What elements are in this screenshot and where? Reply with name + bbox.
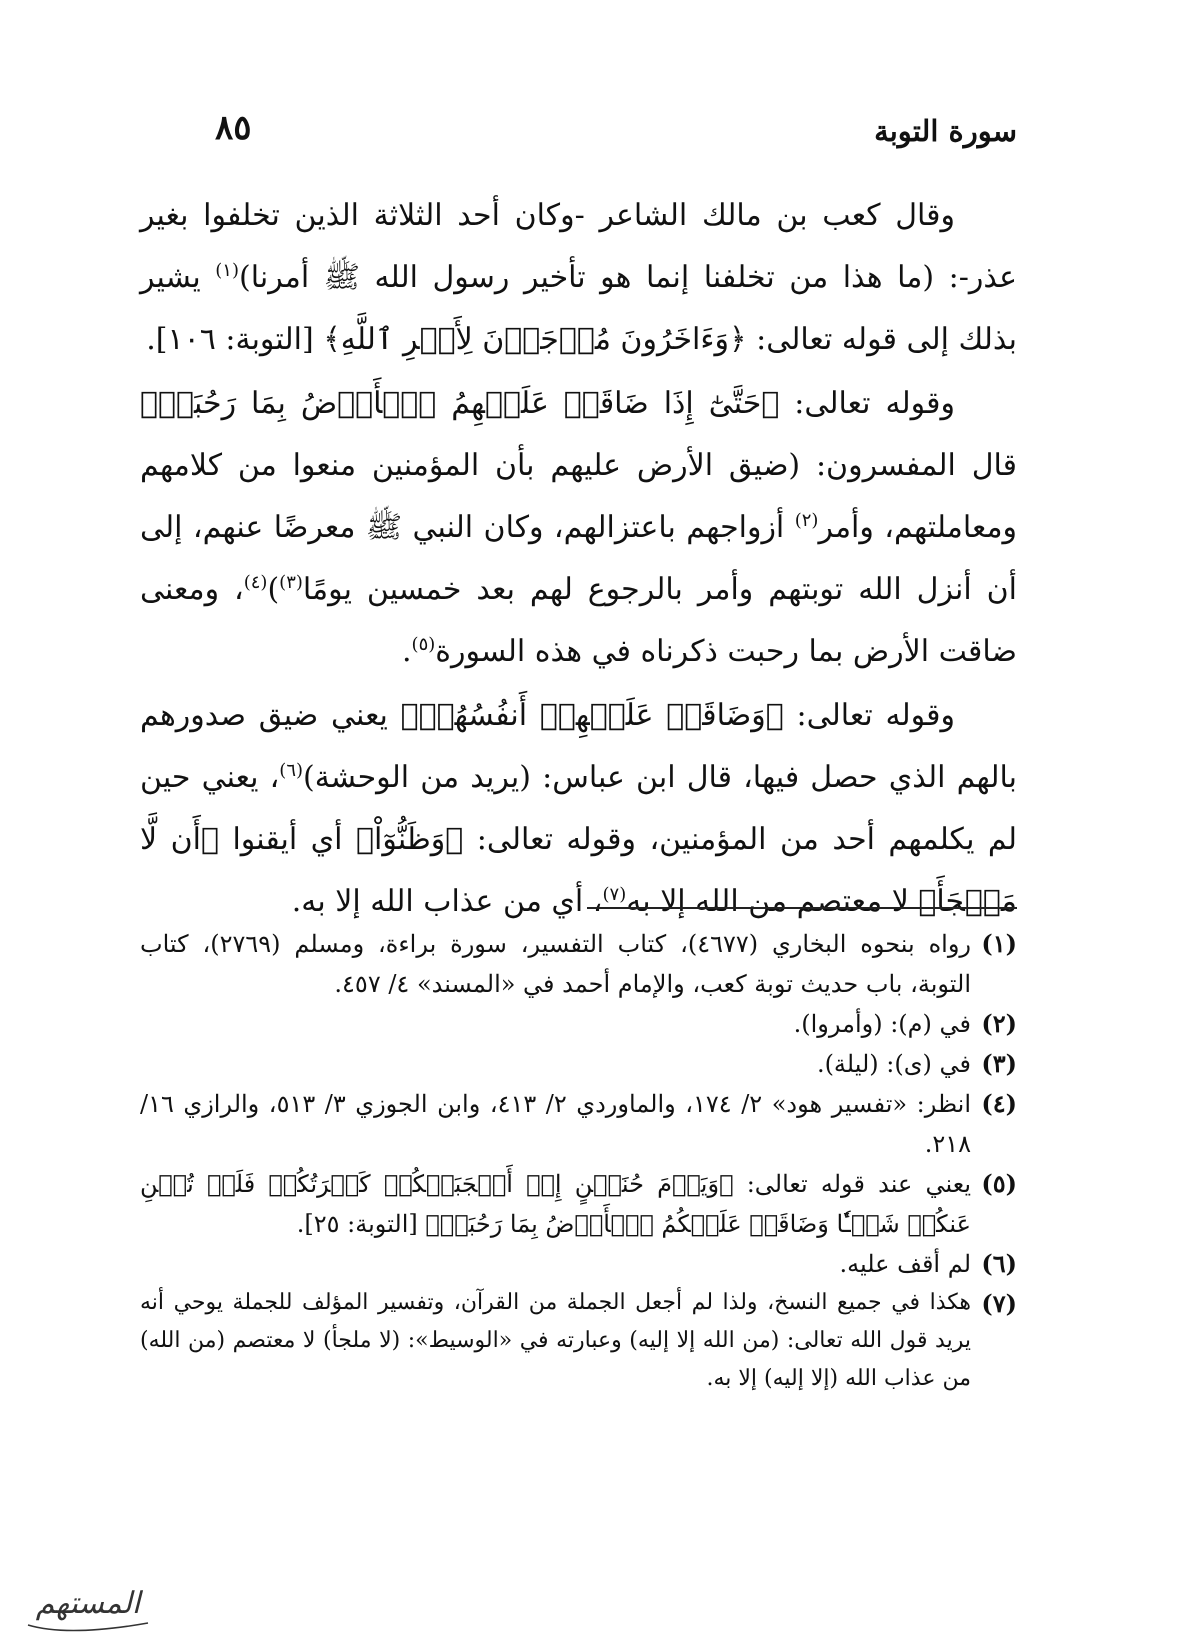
footnote-ref: (١) bbox=[215, 260, 239, 281]
footnote-text: في (ى): (ليلة). bbox=[816, 1050, 971, 1078]
footnote-ref: (٣) bbox=[279, 572, 303, 593]
footnote-number: (٥) bbox=[981, 1169, 1017, 1198]
main-text bbox=[140, 185, 1017, 933]
text-run: يشير بذلك إلى قوله تعالى: bbox=[140, 260, 1017, 357]
text-run: ، ومعنى ضاقت الأرض بما رحبت ذكرناه في هذه السورة bbox=[140, 572, 1017, 669]
text-run: وقوله تعالى: bbox=[779, 386, 956, 421]
footnote-number: (٦) bbox=[981, 1249, 1017, 1278]
footnote-6 bbox=[140, 1244, 1017, 1284]
quran-verse: ﴿وَضَاقَتۡ عَلَيۡهِمۡ أَنفُسُهُمۡ﴾ bbox=[400, 698, 784, 733]
footnote-text: انظر: «تفسير هود» ٢/ ١٧٤، والماوردي ٢/ ٤١٣، وابن الجوزي ٣/ ٥١٣، والرازي ١٦/ ٢١٨. bbox=[140, 1090, 971, 1158]
text-run: ) bbox=[267, 572, 280, 607]
text-run: وقال كعب بن مالك الشاعر -وكان أحد الثلاثة الذين تخلفوا بغير عذر-: (ما هذا من تخلفنا إنما هو تأخير رسول الله ﷺ أمرنا) bbox=[140, 198, 1017, 295]
footnote-text bbox=[140, 1164, 971, 1244]
footnote-number: (٣) bbox=[981, 1049, 1017, 1078]
footnote-separator bbox=[587, 907, 1017, 909]
paragraph-2 bbox=[140, 373, 1017, 683]
text-run: [التوبة: ٢٥]. bbox=[296, 1210, 426, 1238]
footnote-7 bbox=[140, 1284, 1017, 1398]
text-run: [التوبة: ١٠٦]. bbox=[146, 322, 324, 357]
footnotes bbox=[140, 924, 1017, 1398]
text-run: يعني ضيق صدورهم بالهم الذي حصل فيها، قال ابن عباس: (يريد من الوحشة) bbox=[140, 698, 1017, 795]
text-run: يعني عند قوله تعالى: bbox=[733, 1170, 972, 1198]
quran-verse: ﴿وَيَوۡمَ حُنَيۡنٍ إِذۡ أَعۡجَبَتۡكُمۡ كَثۡرَتُكُمۡ فَلَمۡ تُغۡنِ عَنكُمۡ شَيۡـٔٗا وَضَاقَتۡ عَلَيۡكُمُ ٱلۡأَرۡضُ بِمَا رَحُبَتۡ﴾ bbox=[140, 1170, 971, 1238]
footnote-ref: (٤) bbox=[243, 572, 268, 593]
stamp-text: المستهم bbox=[35, 1586, 141, 1621]
page-header bbox=[215, 108, 1017, 158]
text-run: أي أيقنوا bbox=[218, 822, 356, 857]
text-run: أزواجهم باعتزالهم، وكان النبي ﷺ معرضًا عنهم، إلى أن أنزل الله توبتهم وأمر بالرجوع لهم بعد خمسين يومًا bbox=[140, 510, 1017, 607]
footnote-text: رواه بنحوه البخاري (٤٦٧٧)، كتاب التفسير، سورة براءة، ومسلم (٢٧٦٩)، كتاب التوبة، باب حديث توبة كعب، والإمام أحمد في «المسند» ٤/ ٤٥٧. bbox=[140, 930, 971, 998]
text-run: ، يعني حين لم يكلمهم أحد من المؤمنين، وقوله تعالى: bbox=[140, 760, 1018, 857]
footnote-3 bbox=[140, 1044, 1017, 1084]
footnote-number: (٢) bbox=[981, 1009, 1017, 1038]
footnote-ref: (٢) bbox=[794, 510, 819, 531]
page-number: ٨٥ bbox=[215, 108, 252, 148]
footnote-ref: (٥) bbox=[411, 634, 436, 655]
footnote-2 bbox=[140, 1004, 1017, 1044]
paragraph-1 bbox=[140, 185, 1017, 371]
footnote-text: في (م): (وأمروا). bbox=[793, 1010, 971, 1038]
quran-verse: ﴿وَظَنُّوٓاْ﴾ bbox=[355, 822, 464, 857]
surah-title: سورة التوبة bbox=[874, 114, 1017, 148]
text-run: قال المفسرون: (ضيق الأرض عليهم بأن المؤمنين منعوا من كلامهم ومعاملتهم، وأمر bbox=[140, 448, 1018, 545]
footnote-number: (١) bbox=[981, 929, 1017, 958]
footnote-number: (٤) bbox=[981, 1089, 1017, 1118]
footnote-4 bbox=[140, 1084, 1017, 1164]
text-run: لا معتصم من الله إلا به bbox=[626, 884, 919, 919]
footnote-ref: (٦) bbox=[279, 760, 304, 781]
quran-verse: ﴿حَتَّىٰٓ إِذَا ضَاقَتۡ عَلَيۡهِمُ ٱلۡأَرۡضُ بِمَا رَحُبَتۡ﴾ bbox=[140, 386, 780, 421]
text-run: ، أي من عذاب الله إلا به. bbox=[291, 884, 603, 919]
footnote-number: (٧) bbox=[981, 1289, 1017, 1318]
footnote-text: هكذا في جميع النسخ، ولذا لم أجعل الجملة من القرآن، وتفسير المؤلف للجملة يوحي أنه يريد قول الله تعالى: (من الله إلا إليه) وعبارته في «الوسيط»: (لا ملجأ) لا معتصم (من الله) من عذاب الله (إلا إليه) إلا به. bbox=[140, 1290, 971, 1391]
quran-verse: ﴿أَن لَّا مَلۡجَأَ﴾ bbox=[140, 822, 1017, 919]
footnote-text: لم أقف عليه. bbox=[839, 1250, 971, 1278]
text-run: . bbox=[402, 634, 412, 669]
paragraph-3 bbox=[140, 685, 1017, 933]
quran-verse: ﴿وَءَاخَرُونَ مُرۡجَوۡنَ لِأَمۡرِ ٱللَّهِ﴾ bbox=[323, 322, 747, 357]
footnote-1 bbox=[140, 924, 1017, 1004]
publisher-logo bbox=[8, 1565, 168, 1645]
footnote-5 bbox=[140, 1164, 1017, 1244]
text-run: وقوله تعالى: bbox=[783, 698, 956, 733]
footnote-ref: (٧) bbox=[602, 884, 627, 905]
